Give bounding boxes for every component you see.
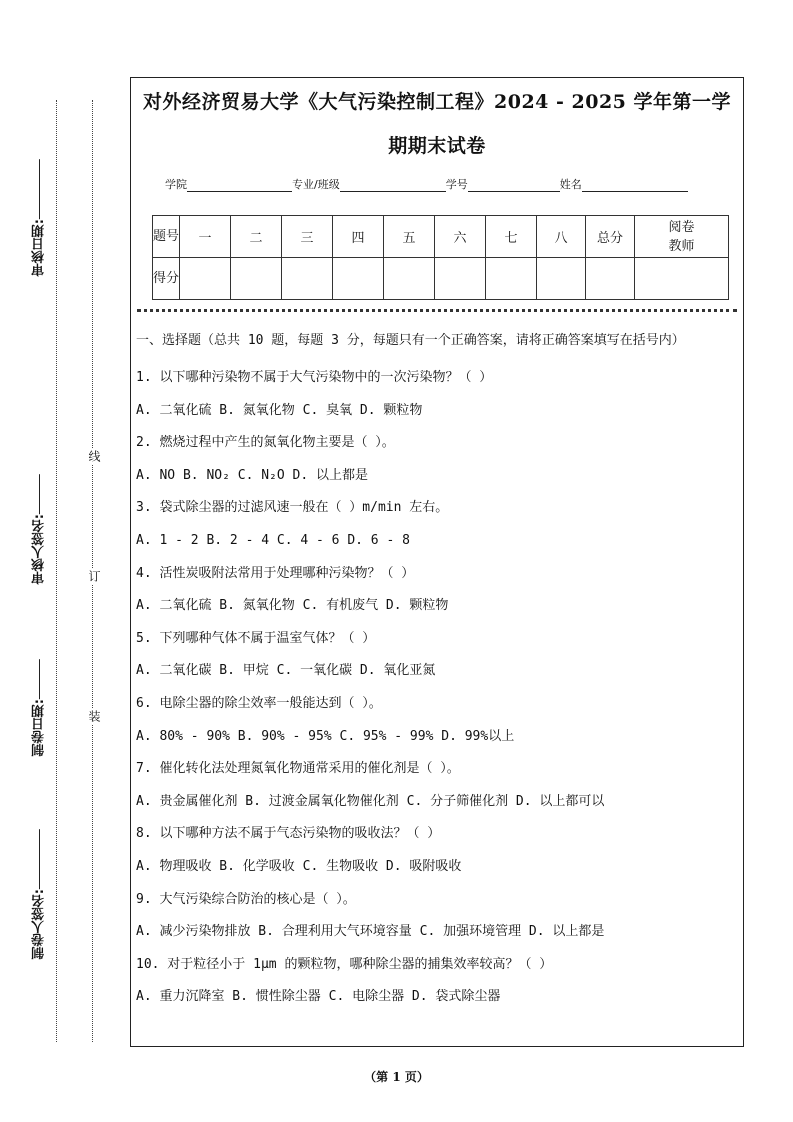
binding-mark-ding: 订 [87, 570, 101, 582]
question-line: 5. 下列哪种气体不属于温室气体？（ ） [136, 630, 376, 646]
section-heading: 一、选择题（总共 10 题，每题 3 分，每题只有一个正确答案，请将正确答案填写在括号内） [136, 333, 685, 348]
score-cell-8[interactable] [537, 258, 586, 300]
score-col-7: 七 [486, 216, 537, 258]
option-line: A. 减少污染物排放 B. 合理利用大气环境容量 C. 加强环境管理 D. 以上都是 [136, 924, 605, 940]
question-line: 3. 袋式除尘器的过滤风速一般在（ ）m/min 左右。 [136, 500, 449, 516]
score-header: 得分 [153, 258, 180, 300]
section-multiple-choice [136, 330, 735, 1014]
question-number-header: 题号 [153, 216, 180, 258]
question-line: 2. 燃烧过程中产生的氮氧化物主要是（ ）。 [136, 435, 395, 451]
option-line: A. NO B. NO₂ C. N₂O D. 以上都是 [136, 467, 369, 483]
score-col-2: 二 [231, 216, 282, 258]
question-line: 9. 大气污染综合防治的核心是（ ）。 [136, 891, 356, 907]
student-id-field[interactable] [468, 178, 560, 192]
option-line: A. 二氧化碳 B. 甲烷 C. 一氧化碳 D. 氧化亚氮 [136, 663, 436, 679]
page-number: （第 1 页） [364, 1070, 429, 1084]
option-line: A. 物理吸收 B. 化学吸收 C. 生物吸收 D. 吸附吸收 [136, 858, 462, 874]
question-line: 1. 以下哪种污染物不属于大气污染物中的一次污染物？（ ） [136, 370, 493, 385]
score-col-total: 总分 [586, 216, 635, 258]
student-info-row [165, 176, 688, 192]
score-col-grader: 阅卷教师 [635, 216, 729, 258]
score-col-6: 六 [435, 216, 486, 258]
name-label: 姓名 [559, 178, 582, 191]
score-table-header-row [153, 216, 729, 258]
student-id-label: 学号 [445, 178, 468, 191]
score-col-3: 三 [282, 216, 333, 258]
binding-mark-zhuang: 装 [87, 710, 101, 722]
make-date-field[interactable] [30, 655, 49, 756]
score-cell-grader[interactable] [635, 258, 729, 300]
binding-margin [0, 0, 125, 1122]
exam-title-line2: 期期末试卷 [388, 135, 486, 157]
option-line: A. 1 - 2 B. 2 - 4 C. 4 - 6 D. 6 - 8 [136, 532, 410, 548]
college-field[interactable] [187, 178, 292, 192]
question-line: 6. 电除尘器的除尘效率一般能达到（ ）。 [136, 695, 382, 711]
reviewer-sign-field[interactable] [30, 470, 49, 584]
score-cell-5[interactable] [384, 258, 435, 300]
option-line: A. 二氧化硫 B. 氮氧化物 C. 有机废气 D. 颗粒物 [136, 598, 449, 614]
name-field[interactable] [582, 178, 688, 192]
score-table-score-row [153, 258, 729, 300]
review-date-label: 审核日期: [32, 219, 47, 277]
option-line: A. 重力沉降室 B. 惯性除尘器 C. 电除尘器 D. 袋式除尘器 [136, 989, 501, 1005]
score-cell-7[interactable] [486, 258, 537, 300]
score-cell-6[interactable] [435, 258, 486, 300]
score-table [152, 215, 729, 300]
question-line: 10. 对于粒径小于 1μm 的颗粒物，哪种除尘器的捕集效率较高？（ ） [136, 956, 553, 972]
score-col-8: 八 [537, 216, 586, 258]
question-line: 7. 催化转化法处理氮氧化物通常采用的催化剂是（ ）。 [136, 761, 460, 777]
reviewer-sign-label: 审核人签名: [32, 514, 47, 585]
score-cell-2[interactable] [231, 258, 282, 300]
score-cell-4[interactable] [333, 258, 384, 300]
score-cell-1[interactable] [180, 258, 231, 300]
college-label: 学院 [165, 178, 187, 191]
option-line: A. 80% - 90% B. 90% - 95% C. 95% - 99% D. 99%以上 [136, 728, 515, 744]
option-line: A. 贵金属催化剂 B. 过渡金属氧化物催化剂 C. 分子筛催化剂 D. 以上都可以 [136, 793, 605, 809]
question-line: 4. 活性炭吸附法常用于处理哪种污染物？（ ） [136, 565, 415, 581]
option-line: A. 二氧化硫 B. 氮氧化物 C. 臭氧 D. 颗粒物 [136, 402, 423, 418]
score-cell-3[interactable] [282, 258, 333, 300]
score-col-5: 五 [384, 216, 435, 258]
binding-dotted-line-outer [56, 100, 57, 1042]
score-col-4: 四 [333, 216, 384, 258]
exam-paper [130, 77, 744, 1047]
binding-mark-line: 线 [87, 450, 101, 462]
question-line: 8. 以下哪种方法不属于气态污染物的吸收法？（ ） [136, 826, 441, 842]
maker-sign-label: 制卷人签名: [32, 889, 47, 960]
score-cell-total[interactable] [586, 258, 635, 300]
review-date-field[interactable] [30, 155, 49, 276]
score-col-1: 一 [180, 216, 231, 258]
make-date-label: 制卷日期: [32, 699, 47, 757]
major-field[interactable] [340, 178, 446, 192]
section-separator [137, 309, 737, 312]
exam-title [131, 80, 743, 168]
major-label: 专业/班级 [292, 178, 340, 191]
exam-title-line1: 对外经济贸易大学《大气污染控制工程》2024 - 2025 学年第一学 [143, 91, 731, 113]
maker-sign-field[interactable] [30, 825, 49, 959]
